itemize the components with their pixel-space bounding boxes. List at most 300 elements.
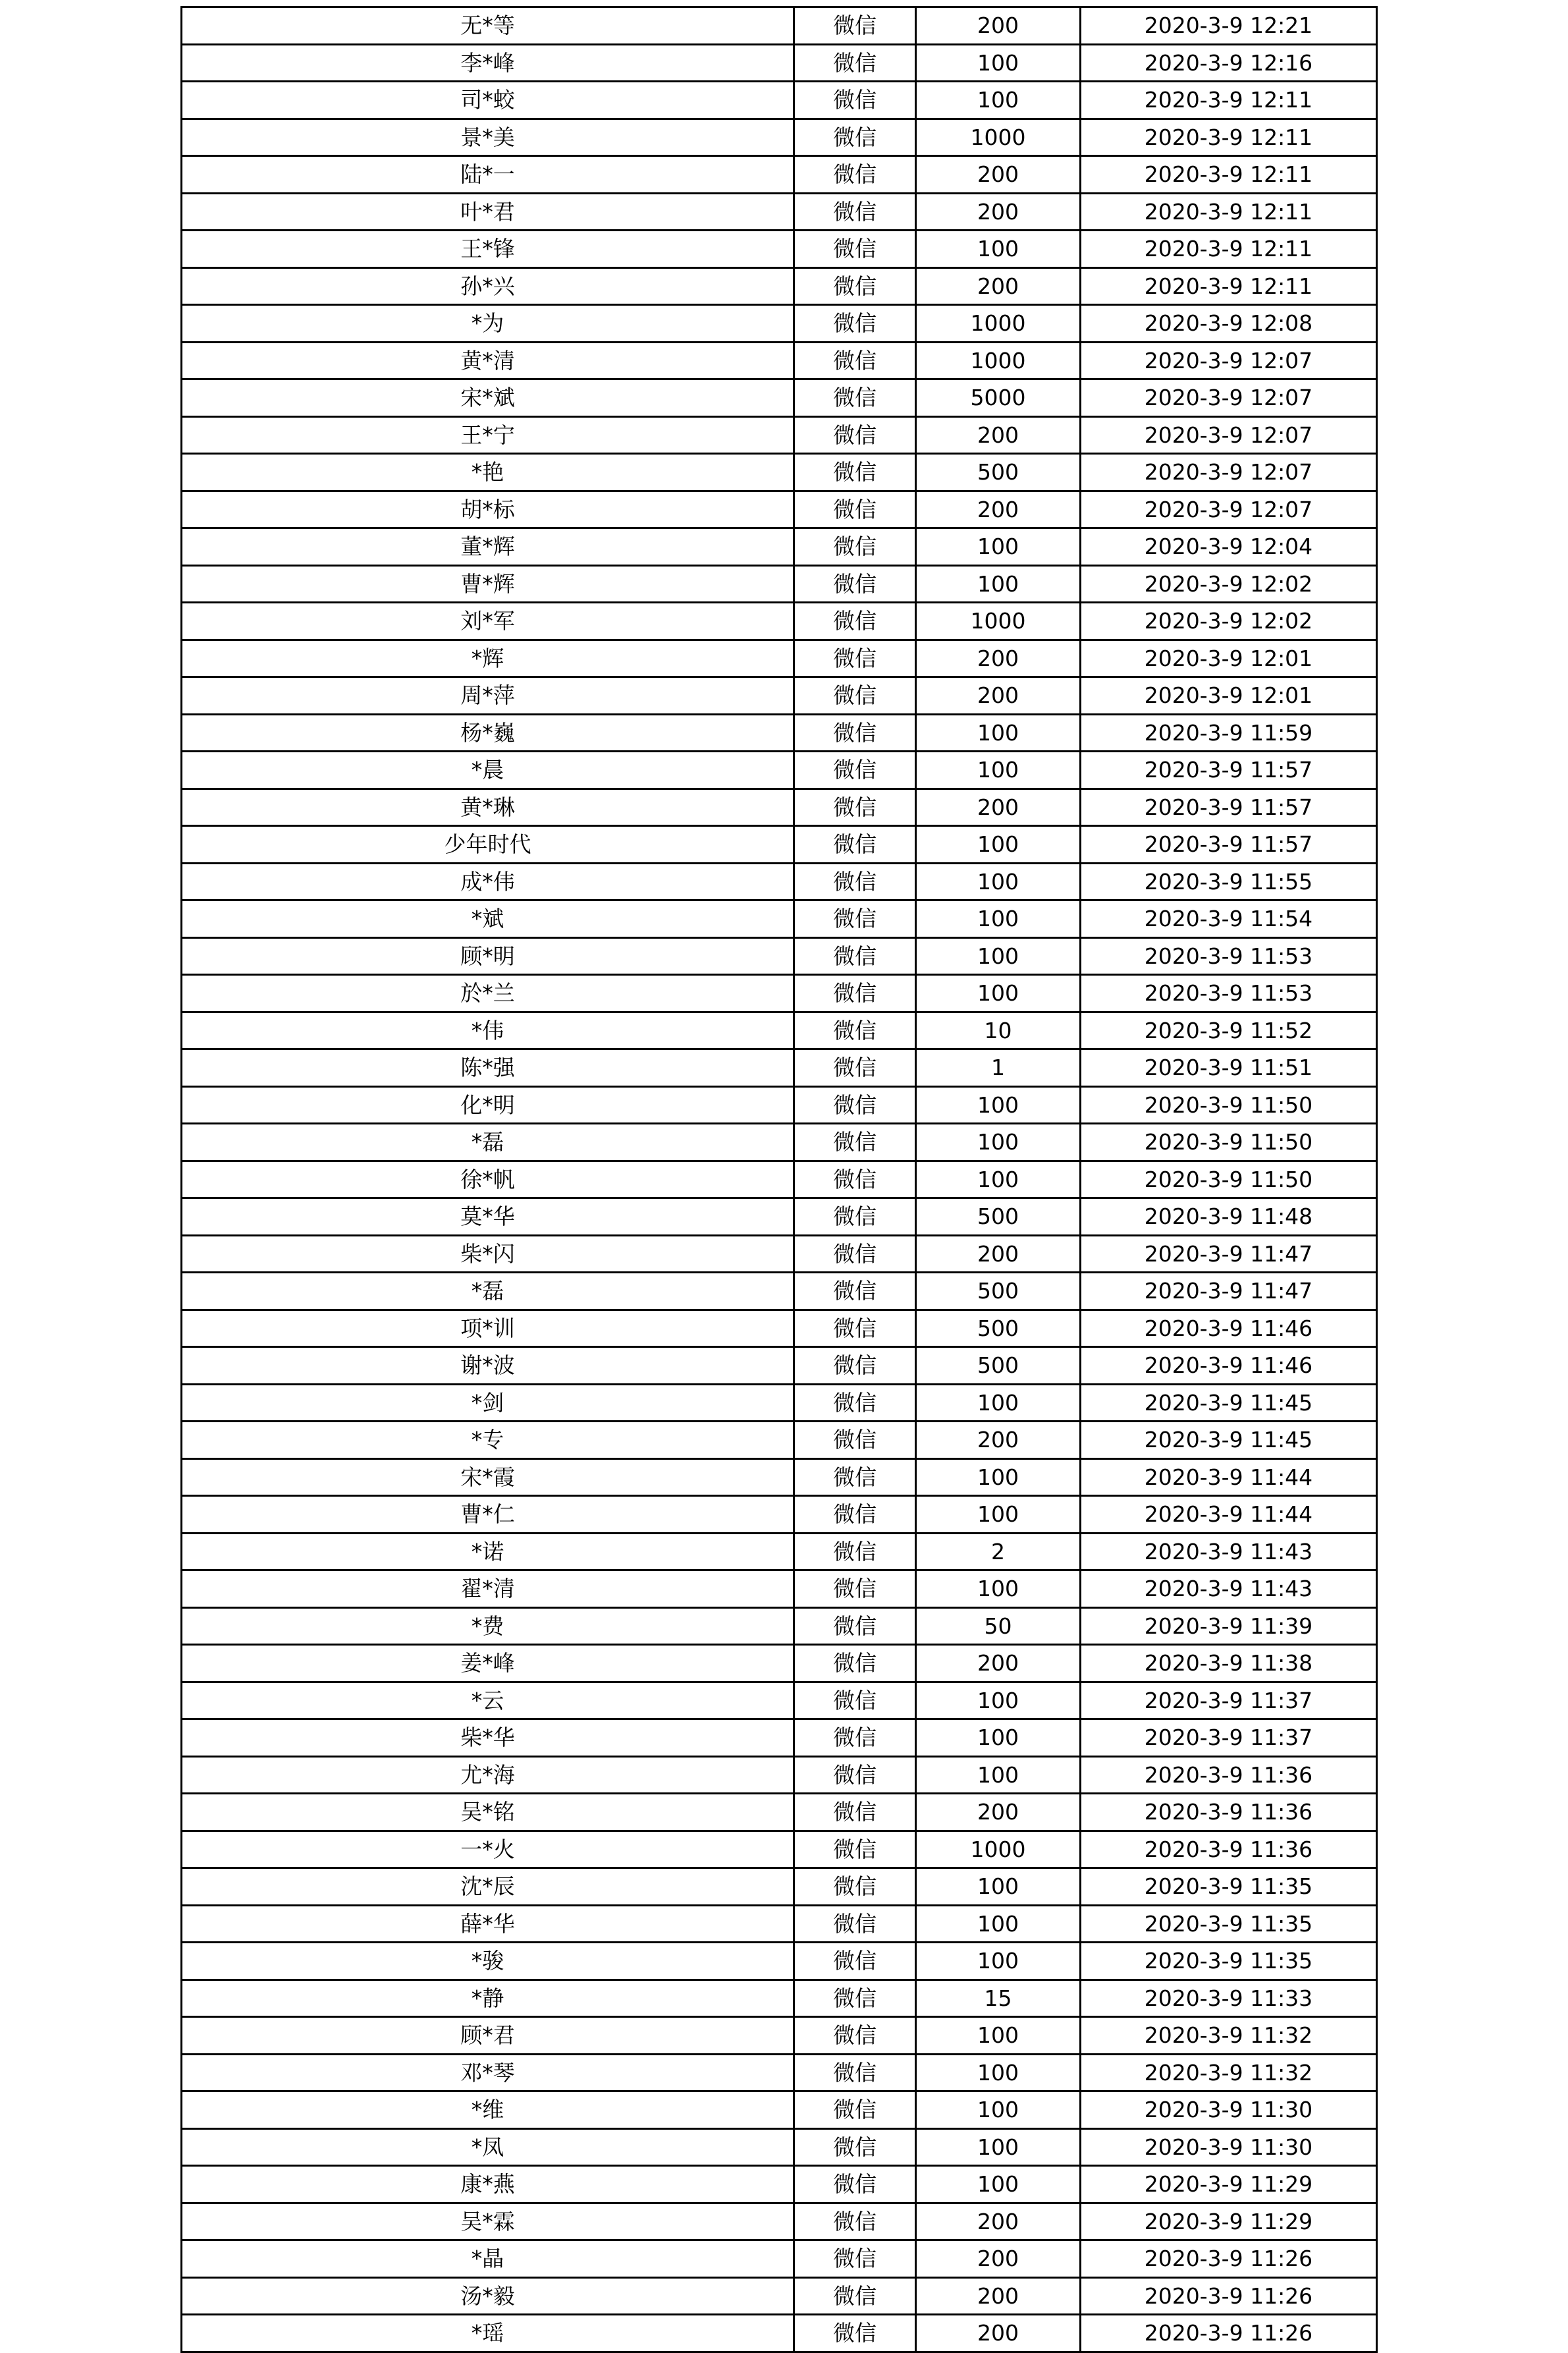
payment-method-cell: 微信 <box>794 603 916 640</box>
payment-method-cell: 微信 <box>794 863 916 900</box>
timestamp-cell: 2020-3-9 11:43 <box>1081 1570 1377 1608</box>
table-row <box>182 379 1377 417</box>
table-row <box>182 156 1377 194</box>
amount-cell: 100 <box>916 1756 1081 1794</box>
amount-cell: 100 <box>916 2166 1081 2203</box>
payment-method-cell: 微信 <box>794 454 916 491</box>
payment-method-cell: 微信 <box>794 1384 916 1422</box>
timestamp-cell: 2020-3-9 12:02 <box>1081 565 1377 603</box>
timestamp-cell: 2020-3-9 11:44 <box>1081 1496 1377 1534</box>
payment-method-cell: 微信 <box>794 1347 916 1385</box>
amount-cell: 500 <box>916 1347 1081 1385</box>
table-row <box>182 1124 1377 1161</box>
payment-method-cell: 微信 <box>794 416 916 454</box>
payment-method-cell: 微信 <box>794 119 916 156</box>
payment-method-cell: 微信 <box>794 565 916 603</box>
donor-name-cell: *维 <box>182 2091 794 2129</box>
amount-cell: 1000 <box>916 342 1081 379</box>
payment-method-cell: 微信 <box>794 1682 916 1719</box>
donor-name-cell: 曹*辉 <box>182 565 794 603</box>
payment-method-cell: 微信 <box>794 44 916 82</box>
timestamp-cell: 2020-3-9 11:57 <box>1081 789 1377 826</box>
donor-name-cell: 景*美 <box>182 119 794 156</box>
timestamp-cell: 2020-3-9 11:29 <box>1081 2203 1377 2240</box>
table-row <box>182 1570 1377 1608</box>
donor-name-cell: 叶*君 <box>182 193 794 231</box>
table-row <box>182 305 1377 343</box>
payment-method-cell: 微信 <box>794 1049 916 1087</box>
timestamp-cell: 2020-3-9 11:43 <box>1081 1533 1377 1570</box>
amount-cell: 200 <box>916 193 1081 231</box>
timestamp-cell: 2020-3-9 11:30 <box>1081 2091 1377 2129</box>
timestamp-cell: 2020-3-9 11:44 <box>1081 1458 1377 1496</box>
amount-cell: 100 <box>916 1868 1081 1906</box>
timestamp-cell: 2020-3-9 12:21 <box>1081 7 1377 45</box>
payment-method-cell: 微信 <box>794 1198 916 1236</box>
table-row <box>182 1496 1377 1534</box>
timestamp-cell: 2020-3-9 11:59 <box>1081 714 1377 752</box>
timestamp-cell: 2020-3-9 12:04 <box>1081 528 1377 566</box>
table-row <box>182 2091 1377 2129</box>
payment-method-cell: 微信 <box>794 1868 916 1906</box>
amount-cell: 200 <box>916 2315 1081 2352</box>
table-row <box>182 2017 1377 2055</box>
table-row <box>182 1310 1377 1347</box>
table-row <box>182 1943 1377 1980</box>
timestamp-cell: 2020-3-9 11:36 <box>1081 1794 1377 1831</box>
payment-method-cell: 微信 <box>794 528 916 566</box>
table-row <box>182 1235 1377 1273</box>
donor-name-cell: *为 <box>182 305 794 343</box>
payment-method-cell: 微信 <box>794 1905 916 1943</box>
donor-name-cell: *诺 <box>182 1533 794 1570</box>
timestamp-cell: 2020-3-9 11:37 <box>1081 1682 1377 1719</box>
timestamp-cell: 2020-3-9 12:08 <box>1081 305 1377 343</box>
amount-cell: 200 <box>916 1235 1081 1273</box>
table-row <box>182 975 1377 1012</box>
donor-name-cell: 尤*海 <box>182 1756 794 1794</box>
payment-method-cell: 微信 <box>794 305 916 343</box>
donor-name-cell: 成*伟 <box>182 863 794 900</box>
payment-method-cell: 微信 <box>794 231 916 268</box>
amount-cell: 100 <box>916 565 1081 603</box>
table-row <box>182 789 1377 826</box>
donor-name-cell: *伟 <box>182 1012 794 1049</box>
payment-method-cell: 微信 <box>794 82 916 119</box>
donor-name-cell: *费 <box>182 1607 794 1645</box>
timestamp-cell: 2020-3-9 12:11 <box>1081 193 1377 231</box>
donation-table <box>180 6 1378 2353</box>
payment-method-cell: 微信 <box>794 1086 916 1124</box>
table-row <box>182 863 1377 900</box>
payment-method-cell: 微信 <box>794 1756 916 1794</box>
donor-name-cell: 翟*清 <box>182 1570 794 1608</box>
donor-name-cell: *斌 <box>182 900 794 938</box>
amount-cell: 2 <box>916 1533 1081 1570</box>
donor-name-cell: 黄*清 <box>182 342 794 379</box>
table-row <box>182 1049 1377 1087</box>
donor-name-cell: *晶 <box>182 2240 794 2278</box>
amount-cell: 100 <box>916 752 1081 789</box>
timestamp-cell: 2020-3-9 12:07 <box>1081 379 1377 417</box>
table-row <box>182 342 1377 379</box>
timestamp-cell: 2020-3-9 12:07 <box>1081 491 1377 528</box>
timestamp-cell: 2020-3-9 12:07 <box>1081 454 1377 491</box>
donor-name-cell: 薛*华 <box>182 1905 794 1943</box>
payment-method-cell: 微信 <box>794 2203 916 2240</box>
timestamp-cell: 2020-3-9 11:35 <box>1081 1905 1377 1943</box>
amount-cell: 200 <box>916 2240 1081 2278</box>
amount-cell: 100 <box>916 2017 1081 2055</box>
payment-method-cell: 微信 <box>794 2017 916 2055</box>
payment-method-cell: 微信 <box>794 1012 916 1049</box>
amount-cell: 200 <box>916 640 1081 677</box>
table-row <box>182 2128 1377 2166</box>
payment-method-cell: 微信 <box>794 2091 916 2129</box>
donor-name-cell: 陆*一 <box>182 156 794 194</box>
timestamp-cell: 2020-3-9 11:39 <box>1081 1607 1377 1645</box>
donor-name-cell: 杨*巍 <box>182 714 794 752</box>
donor-name-cell: 汤*毅 <box>182 2277 794 2315</box>
timestamp-cell: 2020-3-9 11:52 <box>1081 1012 1377 1049</box>
amount-cell: 1000 <box>916 119 1081 156</box>
amount-cell: 100 <box>916 82 1081 119</box>
table-row <box>182 1756 1377 1794</box>
table-row <box>182 1347 1377 1385</box>
timestamp-cell: 2020-3-9 11:35 <box>1081 1943 1377 1980</box>
donor-name-cell: *艳 <box>182 454 794 491</box>
amount-cell: 15 <box>916 1979 1081 2017</box>
amount-cell: 200 <box>916 416 1081 454</box>
timestamp-cell: 2020-3-9 11:50 <box>1081 1086 1377 1124</box>
timestamp-cell: 2020-3-9 11:50 <box>1081 1161 1377 1198</box>
payment-method-cell: 微信 <box>794 1458 916 1496</box>
amount-cell: 200 <box>916 267 1081 305</box>
amount-cell: 200 <box>916 156 1081 194</box>
donor-name-cell: 吴*铭 <box>182 1794 794 1831</box>
table-row <box>182 231 1377 268</box>
donor-name-cell: 刘*军 <box>182 603 794 640</box>
payment-method-cell: 微信 <box>794 342 916 379</box>
donor-name-cell: 吴*霖 <box>182 2203 794 2240</box>
payment-method-cell: 微信 <box>794 714 916 752</box>
amount-cell: 100 <box>916 1086 1081 1124</box>
donor-name-cell: *晨 <box>182 752 794 789</box>
donor-name-cell: 无*等 <box>182 7 794 45</box>
amount-cell: 100 <box>916 1496 1081 1534</box>
table-row <box>182 1868 1377 1906</box>
amount-cell: 100 <box>916 1161 1081 1198</box>
donor-name-cell: 於*兰 <box>182 975 794 1012</box>
donor-name-cell: *辉 <box>182 640 794 677</box>
table-row <box>182 1719 1377 1757</box>
table-row <box>182 677 1377 715</box>
payment-method-cell: 微信 <box>794 1124 916 1161</box>
table-row <box>182 1979 1377 2017</box>
table-row <box>182 826 1377 864</box>
table-row <box>182 1161 1377 1198</box>
donor-name-cell: 胡*标 <box>182 491 794 528</box>
payment-method-cell: 微信 <box>794 1607 916 1645</box>
amount-cell: 100 <box>916 1905 1081 1943</box>
donor-name-cell: *骏 <box>182 1943 794 1980</box>
table-row <box>182 2315 1377 2352</box>
timestamp-cell: 2020-3-9 12:01 <box>1081 640 1377 677</box>
amount-cell: 200 <box>916 2203 1081 2240</box>
payment-method-cell: 微信 <box>794 1235 916 1273</box>
payment-method-cell: 微信 <box>794 1794 916 1831</box>
amount-cell: 100 <box>916 1943 1081 1980</box>
table-row <box>182 44 1377 82</box>
amount-cell: 100 <box>916 826 1081 864</box>
payment-method-cell: 微信 <box>794 1310 916 1347</box>
payment-method-cell: 微信 <box>794 491 916 528</box>
payment-method-cell: 微信 <box>794 1831 916 1868</box>
timestamp-cell: 2020-3-9 11:47 <box>1081 1235 1377 1273</box>
amount-cell: 100 <box>916 2054 1081 2091</box>
timestamp-cell: 2020-3-9 11:36 <box>1081 1831 1377 1868</box>
payment-method-cell: 微信 <box>794 1273 916 1310</box>
amount-cell: 500 <box>916 1198 1081 1236</box>
payment-method-cell: 微信 <box>794 379 916 417</box>
timestamp-cell: 2020-3-9 12:11 <box>1081 156 1377 194</box>
amount-cell: 100 <box>916 1124 1081 1161</box>
payment-method-cell: 微信 <box>794 1496 916 1534</box>
timestamp-cell: 2020-3-9 12:01 <box>1081 677 1377 715</box>
amount-cell: 200 <box>916 7 1081 45</box>
timestamp-cell: 2020-3-9 11:55 <box>1081 863 1377 900</box>
table-row <box>182 1273 1377 1310</box>
donor-name-cell: 柴*华 <box>182 1719 794 1757</box>
amount-cell: 1000 <box>916 305 1081 343</box>
table-row <box>182 565 1377 603</box>
donor-name-cell: *瑶 <box>182 2315 794 2352</box>
amount-cell: 200 <box>916 789 1081 826</box>
table-row <box>182 2166 1377 2203</box>
donor-name-cell: 姜*峰 <box>182 1645 794 1682</box>
payment-method-cell: 微信 <box>794 193 916 231</box>
amount-cell: 200 <box>916 2277 1081 2315</box>
donor-name-cell: 顾*明 <box>182 937 794 975</box>
timestamp-cell: 2020-3-9 11:53 <box>1081 937 1377 975</box>
payment-method-cell: 微信 <box>794 267 916 305</box>
timestamp-cell: 2020-3-9 11:46 <box>1081 1310 1377 1347</box>
amount-cell: 50 <box>916 1607 1081 1645</box>
payment-method-cell: 微信 <box>794 1533 916 1570</box>
amount-cell: 5000 <box>916 379 1081 417</box>
amount-cell: 100 <box>916 714 1081 752</box>
timestamp-cell: 2020-3-9 11:48 <box>1081 1198 1377 1236</box>
amount-cell: 100 <box>916 1719 1081 1757</box>
table-row <box>182 7 1377 45</box>
payment-method-cell: 微信 <box>794 752 916 789</box>
payment-method-cell: 微信 <box>794 2166 916 2203</box>
payment-method-cell: 微信 <box>794 2315 916 2352</box>
payment-method-cell: 微信 <box>794 677 916 715</box>
amount-cell: 500 <box>916 1310 1081 1347</box>
amount-cell: 100 <box>916 231 1081 268</box>
payment-method-cell: 微信 <box>794 789 916 826</box>
timestamp-cell: 2020-3-9 12:11 <box>1081 231 1377 268</box>
timestamp-cell: 2020-3-9 11:32 <box>1081 2054 1377 2091</box>
table-row <box>182 2203 1377 2240</box>
amount-cell: 100 <box>916 44 1081 82</box>
table-row <box>182 1086 1377 1124</box>
donor-name-cell: 项*训 <box>182 1310 794 1347</box>
amount-cell: 200 <box>916 677 1081 715</box>
timestamp-cell: 2020-3-9 12:16 <box>1081 44 1377 82</box>
payment-method-cell: 微信 <box>794 1570 916 1608</box>
donor-name-cell: 宋*霞 <box>182 1458 794 1496</box>
payment-method-cell: 微信 <box>794 937 916 975</box>
payment-method-cell: 微信 <box>794 7 916 45</box>
amount-cell: 100 <box>916 1458 1081 1496</box>
timestamp-cell: 2020-3-9 11:29 <box>1081 2166 1377 2203</box>
donor-name-cell: *专 <box>182 1422 794 1459</box>
donor-name-cell: 沈*辰 <box>182 1868 794 1906</box>
donor-name-cell: 谢*波 <box>182 1347 794 1385</box>
timestamp-cell: 2020-3-9 12:02 <box>1081 603 1377 640</box>
timestamp-cell: 2020-3-9 11:46 <box>1081 1347 1377 1385</box>
amount-cell: 100 <box>916 1384 1081 1422</box>
donor-name-cell: 李*峰 <box>182 44 794 82</box>
timestamp-cell: 2020-3-9 12:07 <box>1081 416 1377 454</box>
donor-name-cell: 莫*华 <box>182 1198 794 1236</box>
donor-name-cell: *凤 <box>182 2128 794 2166</box>
timestamp-cell: 2020-3-9 11:26 <box>1081 2315 1377 2352</box>
payment-method-cell: 微信 <box>794 1422 916 1459</box>
donor-name-cell: 少年时代 <box>182 826 794 864</box>
amount-cell: 500 <box>916 454 1081 491</box>
donor-name-cell: *剑 <box>182 1384 794 1422</box>
timestamp-cell: 2020-3-9 12:07 <box>1081 342 1377 379</box>
donor-name-cell: 王*锋 <box>182 231 794 268</box>
amount-cell: 1000 <box>916 603 1081 640</box>
table-row <box>182 1794 1377 1831</box>
amount-cell: 1 <box>916 1049 1081 1087</box>
donor-name-cell: 司*蛟 <box>182 82 794 119</box>
payment-method-cell: 微信 <box>794 2054 916 2091</box>
payment-method-cell: 微信 <box>794 2277 916 2315</box>
table-row <box>182 2240 1377 2278</box>
donor-name-cell: 曹*仁 <box>182 1496 794 1534</box>
donor-name-cell: 化*明 <box>182 1086 794 1124</box>
payment-method-cell: 微信 <box>794 2128 916 2166</box>
payment-method-cell: 微信 <box>794 975 916 1012</box>
donor-name-cell: 王*宁 <box>182 416 794 454</box>
amount-cell: 100 <box>916 1682 1081 1719</box>
payment-method-cell: 微信 <box>794 900 916 938</box>
payment-method-cell: 微信 <box>794 826 916 864</box>
donor-name-cell: *云 <box>182 1682 794 1719</box>
table-row <box>182 937 1377 975</box>
payment-method-cell: 微信 <box>794 1719 916 1757</box>
table-row <box>182 752 1377 789</box>
amount-cell: 100 <box>916 900 1081 938</box>
donor-name-cell: 徐*帆 <box>182 1161 794 1198</box>
timestamp-cell: 2020-3-9 11:45 <box>1081 1384 1377 1422</box>
table-row <box>182 1012 1377 1049</box>
timestamp-cell: 2020-3-9 11:45 <box>1081 1422 1377 1459</box>
amount-cell: 100 <box>916 2091 1081 2129</box>
timestamp-cell: 2020-3-9 11:26 <box>1081 2240 1377 2278</box>
table-row <box>182 900 1377 938</box>
amount-cell: 1000 <box>916 1831 1081 1868</box>
table-row <box>182 1458 1377 1496</box>
timestamp-cell: 2020-3-9 11:30 <box>1081 2128 1377 2166</box>
table-row <box>182 1533 1377 1570</box>
table-row <box>182 603 1377 640</box>
table-row <box>182 1198 1377 1236</box>
donation-table-body <box>182 7 1377 2352</box>
timestamp-cell: 2020-3-9 11:50 <box>1081 1124 1377 1161</box>
table-row <box>182 640 1377 677</box>
timestamp-cell: 2020-3-9 11:26 <box>1081 2277 1377 2315</box>
timestamp-cell: 2020-3-9 11:57 <box>1081 826 1377 864</box>
table-row <box>182 1422 1377 1459</box>
donor-name-cell: *磊 <box>182 1273 794 1310</box>
donor-name-cell: 一*火 <box>182 1831 794 1868</box>
table-row <box>182 119 1377 156</box>
table-row <box>182 491 1377 528</box>
timestamp-cell: 2020-3-9 11:57 <box>1081 752 1377 789</box>
table-row <box>182 2054 1377 2091</box>
payment-method-cell: 微信 <box>794 1979 916 2017</box>
donor-name-cell: *磊 <box>182 1124 794 1161</box>
timestamp-cell: 2020-3-9 12:11 <box>1081 119 1377 156</box>
donor-name-cell: 宋*斌 <box>182 379 794 417</box>
timestamp-cell: 2020-3-9 11:53 <box>1081 975 1377 1012</box>
timestamp-cell: 2020-3-9 11:36 <box>1081 1756 1377 1794</box>
table-row <box>182 528 1377 566</box>
table-row <box>182 416 1377 454</box>
donor-name-cell: 孙*兴 <box>182 267 794 305</box>
amount-cell: 100 <box>916 1570 1081 1608</box>
donor-name-cell: 董*辉 <box>182 528 794 566</box>
amount-cell: 200 <box>916 1645 1081 1682</box>
payment-method-cell: 微信 <box>794 1645 916 1682</box>
donor-name-cell: 顾*君 <box>182 2017 794 2055</box>
amount-cell: 200 <box>916 1794 1081 1831</box>
amount-cell: 500 <box>916 1273 1081 1310</box>
amount-cell: 100 <box>916 937 1081 975</box>
payment-method-cell: 微信 <box>794 1943 916 1980</box>
table-row <box>182 1645 1377 1682</box>
payment-method-cell: 微信 <box>794 156 916 194</box>
table-row <box>182 2277 1377 2315</box>
timestamp-cell: 2020-3-9 11:51 <box>1081 1049 1377 1087</box>
table-row <box>182 1905 1377 1943</box>
amount-cell: 200 <box>916 1422 1081 1459</box>
payment-method-cell: 微信 <box>794 640 916 677</box>
table-row <box>182 1831 1377 1868</box>
payment-method-cell: 微信 <box>794 2240 916 2278</box>
timestamp-cell: 2020-3-9 11:54 <box>1081 900 1377 938</box>
amount-cell: 100 <box>916 975 1081 1012</box>
donor-name-cell: 邓*琴 <box>182 2054 794 2091</box>
amount-cell: 100 <box>916 528 1081 566</box>
table-row <box>182 82 1377 119</box>
donor-name-cell: 柴*闪 <box>182 1235 794 1273</box>
timestamp-cell: 2020-3-9 12:11 <box>1081 267 1377 305</box>
timestamp-cell: 2020-3-9 11:38 <box>1081 1645 1377 1682</box>
amount-cell: 100 <box>916 863 1081 900</box>
donor-name-cell: 黄*琳 <box>182 789 794 826</box>
donor-name-cell: *静 <box>182 1979 794 2017</box>
table-row <box>182 1384 1377 1422</box>
timestamp-cell: 2020-3-9 11:35 <box>1081 1868 1377 1906</box>
donor-name-cell: 康*燕 <box>182 2166 794 2203</box>
